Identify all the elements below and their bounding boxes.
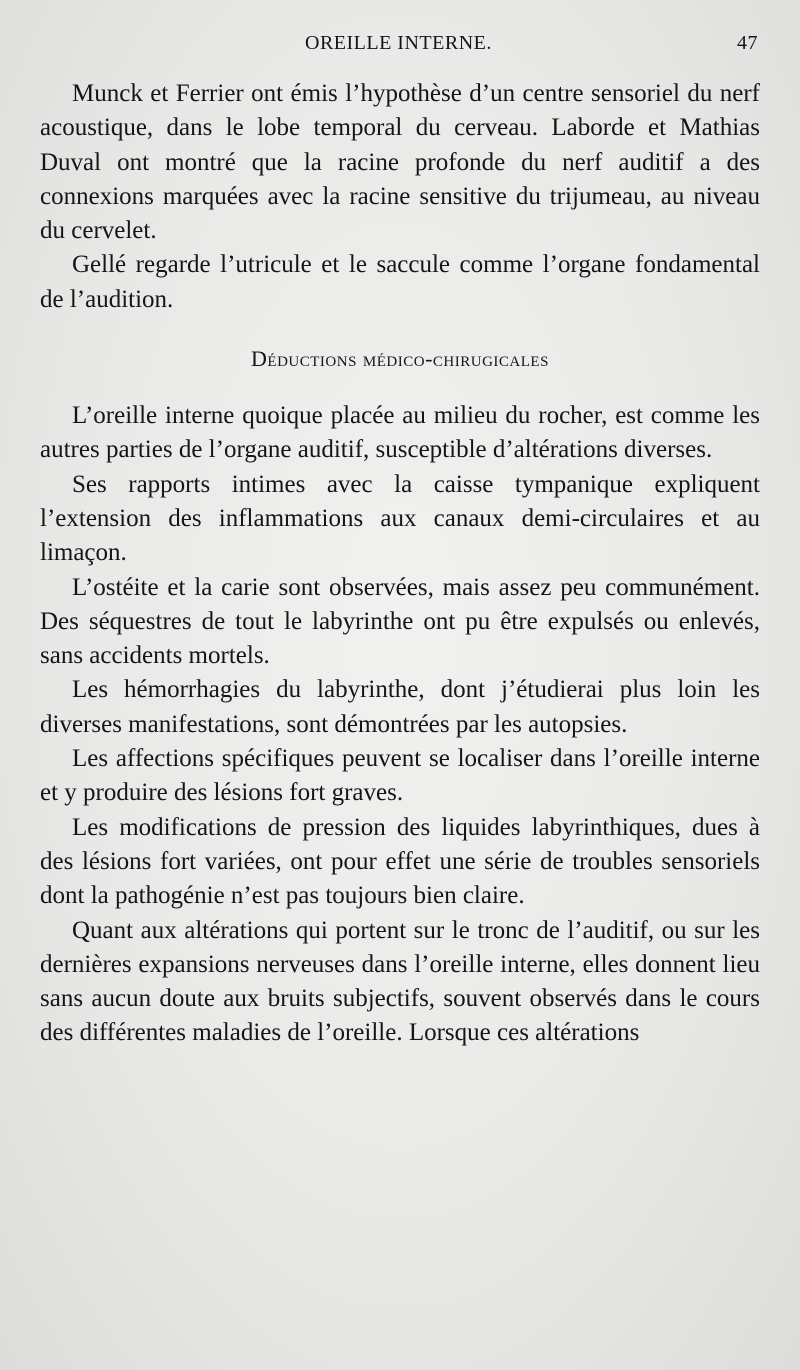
paragraph: Les affections spécifiques peuvent se localiser dans l’oreille interne et y produire des lésions fort graves.	[40, 745, 760, 807]
paragraph: Gellé regarde l’utricule et le saccule comme l’organe fondamental de l’audition.	[40, 251, 760, 313]
page-header	[40, 32, 760, 62]
body-text	[40, 77, 760, 1051]
section-heading: Déductions médico-chirugicales	[251, 346, 549, 372]
paragraph: L’oreille interne quoique placée au milieu du rocher, est comme les autres parties de l’organe auditif, susceptible d’altérations diverses.	[40, 402, 760, 464]
paragraph: L’ostéite et la carie sont observées, mais assez peu communément. Des séquestres de tout le labyrinthe ont pu être expulsés ou enlevés, sans accidents mortels.	[40, 573, 760, 670]
paragraph: Les hémorrhagies du labyrinthe, dont j’étudierai plus loin les diverses manifestations, sont démontrées par les autopsies.	[40, 676, 760, 738]
paragraph: Quant aux altérations qui portent sur le tronc de l’auditif, ou sur les dernières expansions nerveuses dans l’oreille interne, elles donnent lieu sans aucun doute aux bruits subjectifs, souvent observés dans le cours des différentes maladies de l’oreille. Lorsque ces altérations	[40, 916, 760, 1047]
paragraph: Les modifications de pression des liquides labyrinthiques, dues à des lésions fort variées, ont pour effet une série de troubles sensoriels dont la pathogénie n’est pas toujours bien claire.	[40, 813, 760, 910]
paragraph: Munck et Ferrier ont émis l’hypothèse d’un centre sensoriel du nerf acoustique, dans le lobe temporal du cerveau. Laborde et Mathias Duval ont montré que la racine profonde du nerf auditif a des connexions marquées avec la racine sensitive du trijumeau, au niveau du cervelet.	[40, 80, 760, 245]
running-title: OREILLE INTERNE.	[305, 32, 492, 54]
page-number: 47	[737, 32, 758, 54]
paragraph: Ses rapports intimes avec la caisse tympanique expliquent l’extension des inflammations aux canaux demi-circulaires et au limaçon.	[40, 470, 760, 567]
